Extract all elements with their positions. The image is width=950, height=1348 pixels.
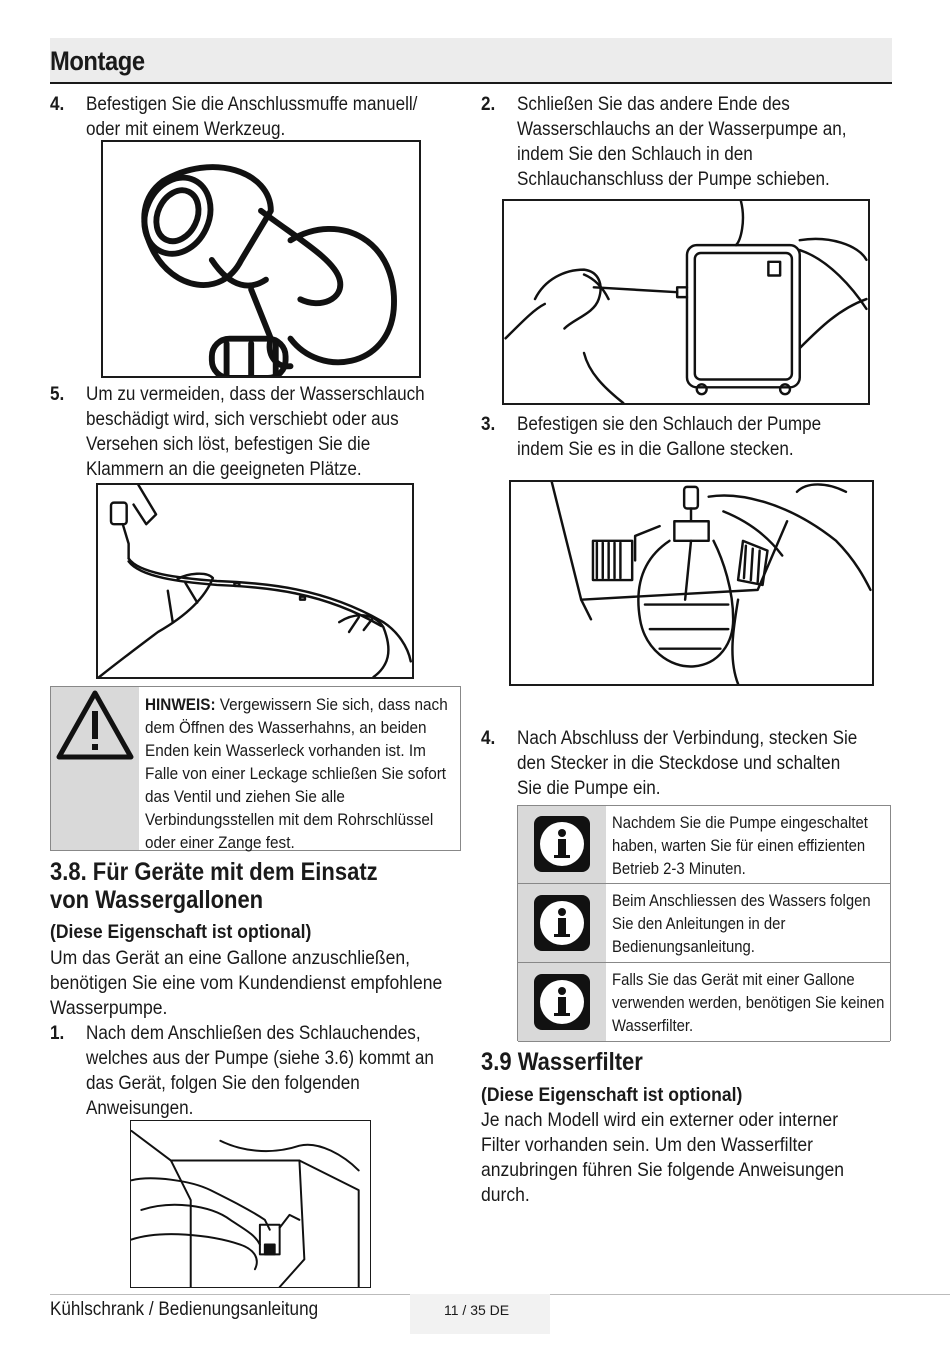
info-box-group (517, 805, 891, 1041)
step-number: 5. (50, 384, 65, 405)
info-row-1 (518, 806, 890, 884)
info-icon-cell (518, 884, 606, 962)
info-row-3 (518, 963, 890, 1042)
left-step-1 (50, 1021, 446, 1121)
right-step-4 (481, 726, 859, 801)
step-text: Befestigen Sie die Anschlussmuffe manuell/ oder mit einem Werkzeug. (86, 94, 418, 140)
info-icon (518, 963, 606, 1042)
info-icon (518, 806, 606, 884)
step-text: Nach dem Anschließen des Schlauchendes, welches aus der Pumpe (siehe 3.6) kommt an das Gerät, folgen Sie den folgenden Anweisungen. (86, 1023, 434, 1119)
right-step-2 (481, 92, 859, 192)
figure-gallon-insert (509, 480, 874, 686)
note-label: HINWEIS: (145, 695, 216, 714)
section-3-9-optional: (Diese Eigenschaft ist optional) (481, 1084, 743, 1106)
section-3-9-heading: 3.9 Wasserfilter (481, 1048, 643, 1076)
step-number: 2. (481, 94, 496, 115)
left-step-4 (50, 92, 446, 142)
right-step-3 (481, 412, 859, 462)
gallon-insert-illustration (511, 482, 872, 684)
step-text: Nach Abschluss der Verbindung, stecken Sie den Stecker in die Steckdose und schalten Sie die Pumpe ein. (517, 728, 858, 799)
warning-triangle-icon (51, 687, 139, 767)
note-text (145, 693, 451, 854)
note-icon-cell (51, 687, 139, 850)
step-text: Befestigen sie den Schlauch der Pumpe indem Sie es in die Gallone stecken. (517, 414, 822, 460)
section-3-9-text: Je nach Modell wird ein externer oder interner Filter vorhanden sein. Um den Wasserfilter anzubringen führen Sie folgende Anweisungen durch. (481, 1109, 844, 1206)
info-icon-cell (518, 963, 606, 1041)
step-text: Um zu vermeiden, dass der Wasserschlauch beschädigt wird, sich verschiebt oder aus Versehen sich löst, befestigen Sie die Klammern an die geeigneten Plätze. (86, 384, 425, 480)
step-number: 3. (481, 414, 496, 435)
hose-clamps-illustration (98, 485, 412, 677)
page-title: Montage (50, 46, 145, 76)
info-text: Falls Sie das Gerät mit einer Gallone verwenden werden, benötigen Sie keinen Wasserfilter. (612, 971, 885, 1035)
section-3-8-heading (50, 858, 455, 914)
info-icon (518, 884, 606, 963)
figure-pump-connection (502, 199, 870, 405)
section-3-8-intro: Um das Gerät an eine Gallone anzuschließen, benötigen Sie eine vom Kundendienst empfohlene Wasserpumpe. (50, 947, 443, 1019)
header-bar (50, 38, 892, 84)
step-number: 4. (481, 728, 496, 749)
pump-connection-illustration (504, 201, 868, 403)
section-heading-line-1: 3.8. Für Geräte mit dem Einsatz (50, 858, 378, 886)
figure-connector-sleeve (101, 140, 421, 378)
footer-document-title: Kühlschrank / Bedienungsanleitung (50, 1299, 319, 1320)
info-text: Nachdem Sie die Pumpe eingeschaltet haben, warten Sie für einen effizienten Betrieb 2-3 Minuten. (612, 814, 868, 878)
info-row-2 (518, 884, 890, 963)
section-heading-line-2: von Wassergallonen (50, 886, 264, 914)
note-box (50, 686, 461, 851)
note-body: Vergewissern Sie sich, dass nach dem Öffnen des Wasserhahns, an beiden Enden kein Wasserleck vorhanden ist. Im Falle von einer Leckage schließen Sie sofort das Ventil und ziehen Sie alle Verbindungsstellen mit dem Rohrschlüssel oder einer Zange fest. (145, 695, 448, 852)
step-number: 4. (50, 94, 65, 115)
page-number: 11 / 35 DE (444, 1302, 510, 1318)
left-step-5 (50, 382, 446, 482)
info-icon-cell (518, 806, 606, 883)
hose-connect-device-illustration (131, 1121, 370, 1287)
step-text: Schließen Sie das andere Ende des Wasserschlauchs an der Wasserpumpe an, indem Sie den Schlauch in den Schlauchanschluss der Pumpe schieben. (517, 94, 847, 190)
figure-hose-clamps (96, 483, 414, 679)
info-text: Beim Anschliessen des Wassers folgen Sie den Anleitungen in der Bedienungsanleitung. (612, 892, 871, 956)
figure-hose-connect-device (130, 1120, 371, 1288)
step-number: 1. (50, 1023, 65, 1044)
section-3-8-optional: (Diese Eigenschaft ist optional) (50, 921, 312, 943)
connector-sleeve-illustration (103, 142, 419, 376)
